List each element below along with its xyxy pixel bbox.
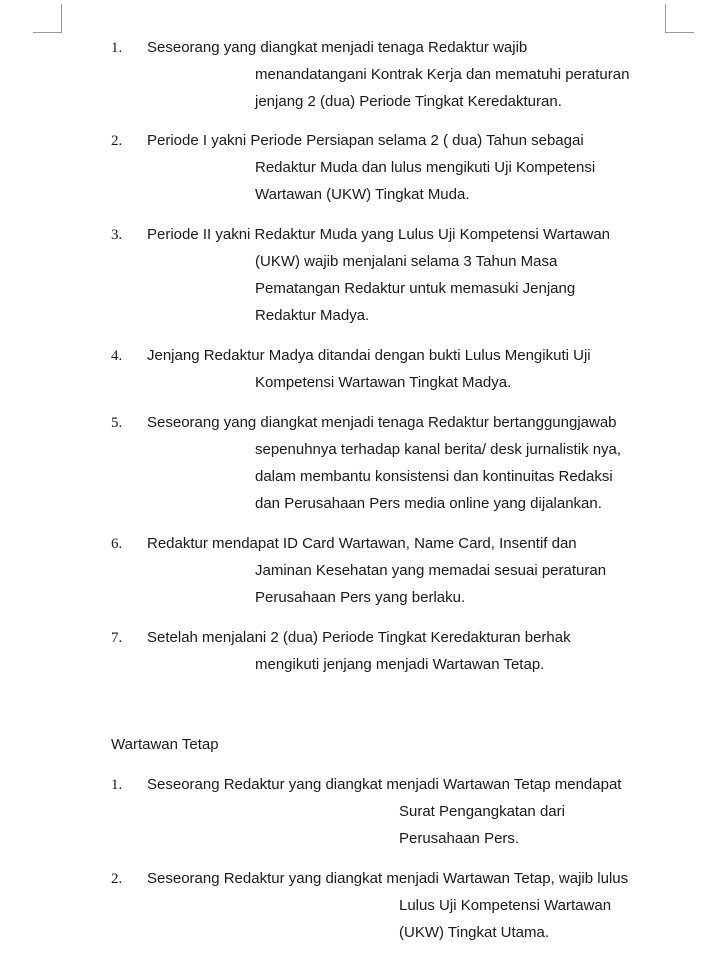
crop-mark-left-vertical (61, 4, 62, 33)
list-item-line: Redaktur Madya. (255, 307, 370, 324)
section-heading: Wartawan Tetap (111, 736, 219, 753)
list-item-line: Setelah menjalani 2 (dua) Periode Tingkat Keredakturan berhak (147, 629, 571, 646)
list-item-number: 1. (111, 777, 123, 793)
list-item-line: Perusahaan Pers. (399, 830, 520, 847)
list-item-line: Jaminan Kesehatan yang memadai sesuai peraturan (255, 562, 607, 579)
list-item-line: Redaktur mendapat ID Card Wartawan, Name Card, Insentif dan (147, 535, 577, 552)
list-item-line: Lulus Uji Kompetensi Wartawan (399, 897, 612, 914)
list-item-line: Kompetensi Wartawan Tingkat Madya. (255, 374, 512, 391)
list-item-line: sepenuhnya terhadap kanal berita/ desk jurnalistik nya, (255, 441, 622, 458)
list-item-number: 6. (111, 536, 123, 552)
list-item-line: dan Perusahaan Pers media online yang dijalankan. (255, 495, 602, 512)
list-item-number: 1. (111, 40, 123, 56)
list-item-line: (UKW) wajib menjalani selama 3 Tahun Masa (255, 253, 558, 270)
crop-mark-left-horizontal (33, 32, 62, 33)
list-item-line: Seseorang Redaktur yang diangkat menjadi Wartawan Tetap, wajib lulus (147, 870, 629, 887)
list-item-line: Perusahaan Pers yang berlaku. (255, 589, 466, 606)
list-item-number: 3. (111, 227, 123, 243)
list-item-number: 2. (111, 871, 123, 887)
list-item-line: Wartawan (UKW) Tingkat Muda. (255, 186, 470, 203)
crop-mark-right-vertical (665, 4, 666, 33)
list-item-line: Seseorang yang diangkat menjadi tenaga Redaktur wajib (147, 39, 528, 56)
list-item-number: 7. (111, 630, 123, 646)
list-item-line: mengikuti jenjang menjadi Wartawan Tetap. (255, 656, 545, 673)
list-item-number: 2. (111, 133, 123, 149)
list-item-line: jenjang 2 (dua) Periode Tingkat Keredakturan. (255, 93, 562, 110)
list-item-line: Seseorang Redaktur yang diangkat menjadi Wartawan Tetap mendapat (147, 776, 622, 793)
crop-mark-right-horizontal (665, 32, 694, 33)
list-item-line: Surat Pengangkatan dari (399, 803, 565, 820)
list-item-line: Seseorang yang diangkat menjadi tenaga Redaktur bertanggungjawab (147, 414, 617, 431)
list-item-line: (UKW) Tingkat Utama. (399, 924, 550, 941)
list-item-line: dalam membantu konsistensi dan kontinuitas Redaksi (255, 468, 613, 485)
list-item-number: 5. (111, 415, 123, 431)
list-item-line: Jenjang Redaktur Madya ditandai dengan bukti Lulus Mengikuti Uji (147, 347, 591, 364)
list-item-line: Periode II yakni Redaktur Muda yang Lulus Uji Kompetensi Wartawan (147, 226, 611, 243)
list-item-line: Pematangan Redaktur untuk memasuki Jenjang (255, 280, 576, 297)
list-item-line: Periode I yakni Periode Persiapan selama 2 ( dua) Tahun sebagai (147, 132, 584, 149)
list-item-line: menandatangani Kontrak Kerja dan mematuhi peraturan (255, 66, 630, 83)
list-item-number: 4. (111, 348, 123, 364)
list-item-line: Redaktur Muda dan lulus mengikuti Uji Kompetensi (255, 159, 596, 176)
